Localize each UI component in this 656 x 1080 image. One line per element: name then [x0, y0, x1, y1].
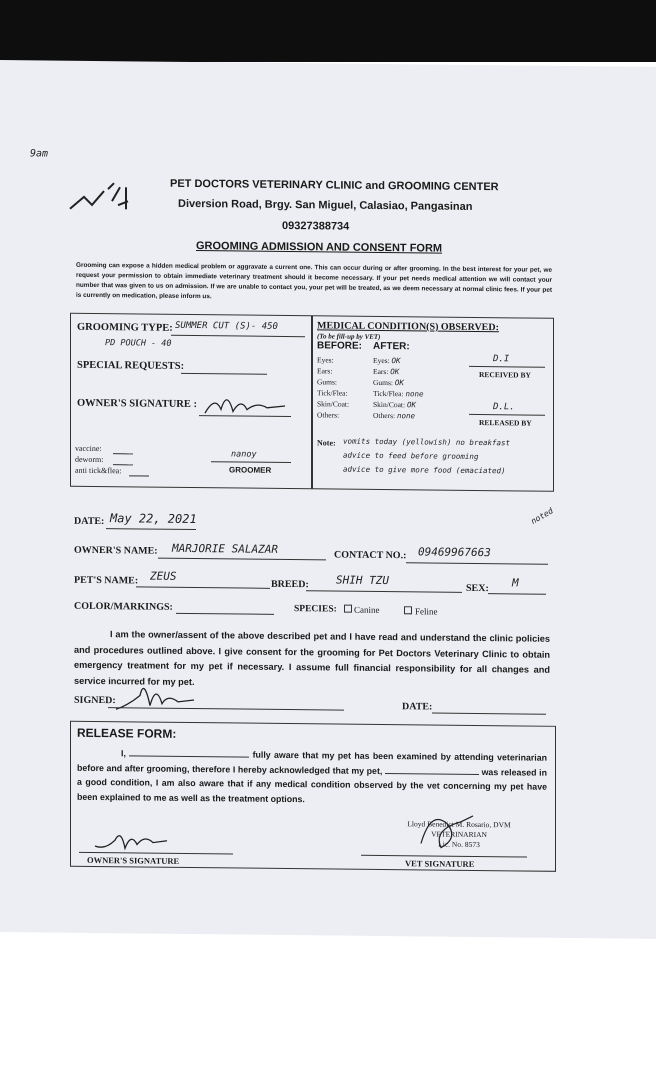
owner-signature-label: OWNER'S SIGNATURE :	[77, 397, 197, 411]
received-initials: D.I	[493, 354, 510, 365]
sex-label: SEX:	[466, 582, 489, 595]
date-label: DATE:	[74, 515, 105, 528]
before-checklist: Eyes: Ears: Gums: Tick/Flea: Skin/Coat: Others:	[317, 355, 350, 420]
release-owner-signature-label: OWNER'S SIGNATURE	[87, 854, 180, 866]
release-text: I, fully aware that my pet has been examined by attending veterinarian before and after grooming, therefore I hereby acknowledged that my pet, was released in a good condition, I am also aware that if any medical condition observed by the vet concerning my pet have been explained to me as well as the treatment options.	[77, 748, 547, 804]
owner-name-label: OWNER'S NAME:	[74, 544, 158, 557]
eyes-value: OK	[391, 356, 401, 366]
top-note: 9am	[30, 148, 49, 160]
signed-label: SIGNED:	[74, 694, 116, 707]
species-label: SPECIES:	[294, 604, 337, 615]
after-label: AFTER:	[373, 340, 410, 353]
gums-value: OK	[394, 378, 404, 388]
note-line-1: vomits today (yellowish) no breakfast	[343, 436, 511, 448]
clinic-address: Diversion Road, Brgy. San Miguel, Calasiao, Pangasinan	[178, 197, 473, 213]
grooming-type-label: GROOMING TYPE:	[77, 321, 173, 334]
vaccine-label: vaccine:	[75, 443, 102, 454]
groomer-label: GROOMER	[229, 465, 272, 475]
scan-dark-band	[0, 0, 656, 62]
clinic-name: PET DOCTORS VETERINARY CLINIC and GROOMING CENTER	[170, 177, 499, 194]
grooming-box	[70, 313, 312, 490]
medical-box	[312, 315, 554, 492]
note-line-2: advice to feed before grooming	[343, 450, 479, 462]
side-note: noted	[529, 506, 555, 527]
anti-tick-label: anti tick&flea:	[75, 465, 122, 476]
pet-name-label: PET'S NAME:	[74, 574, 139, 587]
note-label: Note:	[317, 438, 336, 448]
groomer-name: nanoy	[231, 449, 257, 460]
consent-text: I am the owner/assent of the above described pet and I have read and understand the clinic policies and procedures outlined above. I give consent for the grooming for Pet Doctors Veterinary Clinic to obtain emergency treatment for my pet if necessary. I assume full financial responsibility for all changes and service incurred for my pet.	[74, 629, 550, 687]
released-initials: D.L.	[493, 402, 515, 413]
vet-signature-icon	[411, 803, 481, 860]
grooming-type-value: SUMMER CUT (S)- 450	[175, 320, 278, 332]
before-label: BEFORE:	[317, 340, 362, 352]
sex-value: M	[512, 576, 519, 590]
clinic-phone: 09327388734	[282, 219, 350, 233]
release-pet-name-field	[385, 773, 479, 775]
medical-title: MEDICAL CONDITION(S) OBSERVED:	[317, 320, 499, 334]
pet-name-value: ZEUS	[150, 569, 177, 583]
breed-value: SHIH TZU	[336, 573, 389, 588]
special-requests-field	[181, 373, 267, 375]
medical-subtitle: (To be fill-up by VET)	[317, 332, 381, 341]
intro-text: Grooming can expose a hidden medical problem or aggravate a current one. This can occur during or after grooming. In the best interest for your pet, we request your permission to obtain immediate veterinary treatment should it become necessary. If your pet needs medical attention we will contact your number that was given to us on admission. If we are unable to contact you, your pet will be treated, as we deem necessary at normal clinic fees. If your pet is currently on medication, please inform us.	[76, 261, 552, 301]
special-requests-label: SPECIAL REQUESTS:	[77, 359, 185, 372]
color-markings-label: COLOR/MARKINGS:	[74, 600, 173, 613]
canine-checkbox[interactable]	[344, 605, 352, 613]
date-value: May 22, 2021	[110, 511, 197, 527]
vet-stamp: Lloyd Benedict M. Rosario, DVM VETERINARIAN Lic. No. 8573	[407, 819, 511, 850]
color-markings-field	[176, 613, 274, 615]
vet-signature-label: VET SIGNATURE	[405, 858, 475, 869]
form-title: GROOMING ADMISSION AND CONSENT FORM	[196, 240, 443, 255]
tick-flea-value: none	[405, 389, 424, 399]
grooming-type-value-2: PD POUCH - 40	[105, 338, 172, 349]
skin-coat-value: OK	[406, 400, 416, 410]
ears-value: OK	[390, 367, 400, 377]
others-value: none	[396, 411, 416, 421]
contact-label: CONTACT NO.:	[334, 549, 407, 562]
deworm-label: deworm:	[75, 454, 104, 465]
breed-label: BREED:	[271, 578, 309, 591]
contact-value: 09469967663	[418, 545, 491, 560]
species-canine-option[interactable]: Canine	[344, 605, 380, 615]
species-feline-option[interactable]: Feline	[404, 606, 438, 616]
form-sheet	[0, 60, 656, 939]
clinic-logo-icon	[64, 179, 144, 222]
signed-signature-icon	[110, 675, 200, 716]
release-owner-name-field	[129, 755, 249, 757]
released-by-label: RELEASED BY	[479, 418, 532, 428]
after-checklist: Eyes: OK Ears: OK Gums: OK Tick/Flea: none Skin/Coat: OK Others: none	[373, 355, 424, 421]
feline-checkbox[interactable]	[404, 606, 412, 614]
owner-name-value: MARJORIE SALAZAR	[172, 541, 278, 556]
note-line-3: advice to give more food (emaciated)	[343, 464, 506, 476]
received-by-label: RECEIVED BY	[479, 370, 531, 380]
consent-date-label: DATE:	[402, 701, 433, 713]
release-title: RELEASE FORM:	[77, 725, 177, 741]
release-box	[70, 721, 556, 872]
